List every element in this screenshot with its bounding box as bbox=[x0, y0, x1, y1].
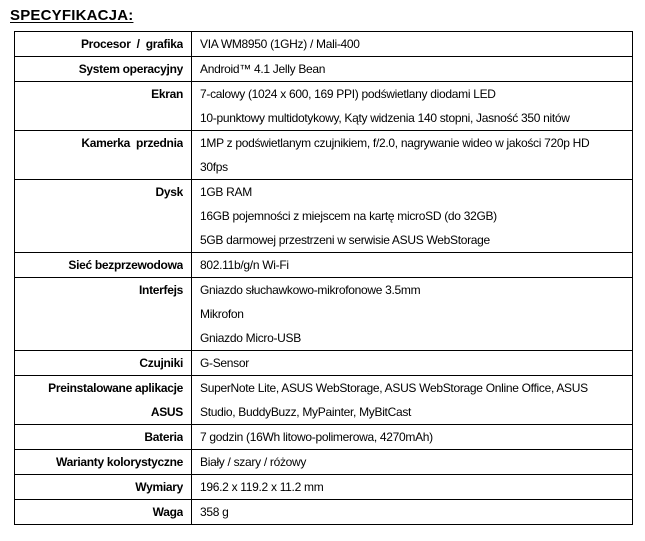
spec-value-cell bbox=[192, 278, 633, 351]
page-title: SPECYFIKACJA: bbox=[10, 7, 134, 24]
spec-value-cell bbox=[192, 376, 633, 425]
spec-row bbox=[15, 450, 633, 475]
spec-value-cell bbox=[192, 32, 633, 57]
spec-label-text: Wymiary bbox=[135, 480, 183, 494]
spec-label-cell bbox=[15, 32, 192, 57]
spec-label-text: Kamerka przednia bbox=[81, 136, 183, 150]
spec-label-cell bbox=[15, 82, 192, 131]
spec-label-text: Ekran bbox=[151, 87, 183, 101]
spec-value-cell bbox=[192, 475, 633, 500]
spec-value-text: 358 g bbox=[200, 505, 229, 519]
spec-value-cell bbox=[192, 82, 633, 131]
spec-label-text: Preinstalowane aplikacje bbox=[48, 381, 183, 395]
spec-value-text: 7-calowy (1024 x 600, 169 PPI) podświetlany diodami LED bbox=[200, 87, 496, 101]
spec-table-body bbox=[15, 32, 633, 525]
spec-label-text: Czujniki bbox=[139, 356, 183, 370]
spec-label-text: System operacyjny bbox=[78, 62, 183, 76]
spec-row bbox=[15, 180, 633, 253]
spec-value-text: Gniazdo Micro-USB bbox=[200, 331, 301, 345]
spec-value-text: Biały / szary / różowy bbox=[200, 455, 307, 469]
spec-value-text: 802.11b/g/n Wi-Fi bbox=[200, 258, 289, 272]
spec-value-text: Studio, BuddyBuzz, MyPainter, MyBitCast bbox=[200, 405, 412, 419]
spec-row bbox=[15, 475, 633, 500]
spec-value-cell bbox=[192, 253, 633, 278]
spec-value-text: 196.2 x 119.2 x 11.2 mm bbox=[200, 480, 324, 494]
spec-value-text: Android™ 4.1 Jelly Bean bbox=[200, 62, 326, 76]
spec-label-cell bbox=[15, 57, 192, 82]
spec-label-cell bbox=[15, 450, 192, 475]
spec-label-cell bbox=[15, 376, 192, 425]
spec-value-text: 10-punktowy multidotykowy, Kąty widzenia 140 stopni, Jasność 350 nitów bbox=[200, 111, 570, 125]
spec-label-text: Sieć bezprzewodowa bbox=[68, 258, 183, 272]
spec-label-text: Procesor / grafika bbox=[80, 37, 183, 51]
spec-row bbox=[15, 425, 633, 450]
spec-value-cell bbox=[192, 180, 633, 253]
spec-value-text: SuperNote Lite, ASUS WebStorage, ASUS WebStorage Online Office, ASUS bbox=[200, 381, 588, 395]
spec-label-text: Dysk bbox=[155, 185, 183, 199]
spec-value-text: Mikrofon bbox=[200, 307, 244, 321]
spec-value-cell bbox=[192, 351, 633, 376]
spec-label-text: Bateria bbox=[144, 430, 183, 444]
spec-row bbox=[15, 57, 633, 82]
spec-row bbox=[15, 253, 633, 278]
spec-value-text: Gniazdo słuchawkowo-mikrofonowe 3.5mm bbox=[200, 283, 421, 297]
spec-label-cell bbox=[15, 351, 192, 376]
spec-value-cell bbox=[192, 425, 633, 450]
spec-value-text: 1MP z podświetlanym czujnikiem, f/2.0, nagrywanie wideo w jakości 720p HD bbox=[200, 136, 590, 150]
spec-label-text: Warianty kolorystyczne bbox=[56, 455, 183, 469]
spec-row bbox=[15, 131, 633, 180]
spec-row bbox=[15, 82, 633, 131]
spec-value-cell bbox=[192, 57, 633, 82]
spec-value-cell bbox=[192, 131, 633, 180]
spec-row bbox=[15, 500, 633, 525]
spec-value-text: 7 godzin (16Wh litowo-polimerowa, 4270mAh) bbox=[200, 430, 433, 444]
spec-value-text: VIA WM8950 (1GHz) / Mali-400 bbox=[200, 37, 360, 51]
spec-label-cell bbox=[15, 131, 192, 180]
spec-label-cell bbox=[15, 253, 192, 278]
spec-value-text: 30fps bbox=[200, 160, 228, 174]
spec-label-cell bbox=[15, 475, 192, 500]
spec-label-cell bbox=[15, 278, 192, 351]
spec-value-text: 16GB pojemności z miejscem na kartę microSD (do 32GB) bbox=[200, 209, 497, 223]
spec-value-text: G-Sensor bbox=[200, 356, 249, 370]
spec-row bbox=[15, 278, 633, 351]
spec-label-cell bbox=[15, 425, 192, 450]
spec-row bbox=[15, 376, 633, 425]
spec-value-cell bbox=[192, 500, 633, 525]
specification-table bbox=[14, 31, 633, 525]
spec-label-cell bbox=[15, 180, 192, 253]
spec-row bbox=[15, 351, 633, 376]
spec-row bbox=[15, 32, 633, 57]
spec-label-text: Interfejs bbox=[139, 283, 183, 297]
spec-label-text: Waga bbox=[152, 505, 183, 519]
spec-value-text: 5GB darmowej przestrzeni w serwisie ASUS WebStorage bbox=[200, 233, 490, 247]
spec-label-text: ASUS bbox=[150, 405, 183, 419]
spec-value-text: 1GB RAM bbox=[200, 185, 252, 199]
spec-label-cell bbox=[15, 500, 192, 525]
spec-value-cell bbox=[192, 450, 633, 475]
